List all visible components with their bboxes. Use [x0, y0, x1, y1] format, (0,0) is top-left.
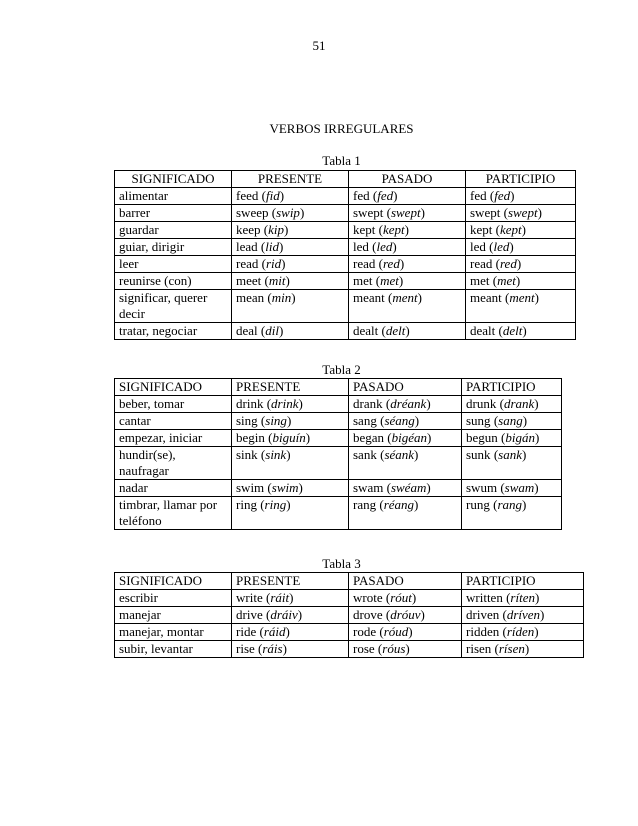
- verb-form: write: [236, 590, 263, 605]
- pronunciation: dríven: [506, 607, 541, 622]
- pronunciation: met: [497, 273, 516, 288]
- pronunciation: kept: [382, 222, 405, 237]
- present-cell: write (ráit): [232, 590, 349, 607]
- meaning-cell: significar, querer decir: [115, 290, 232, 323]
- past-cell: wrote (róut): [349, 590, 462, 607]
- pronunciation: ment: [392, 290, 418, 305]
- table-row: [115, 205, 576, 222]
- participle-cell: swum (swam): [462, 480, 562, 497]
- present-cell: drive (dráiv): [232, 607, 349, 624]
- meaning-cell: empezar, iniciar: [115, 430, 232, 447]
- meaning-cell: hundir(se), naufragar: [115, 447, 232, 480]
- verb-form: sang: [353, 413, 377, 428]
- verb-form: dealt: [353, 323, 379, 338]
- header-pasado: PASADO: [349, 573, 462, 590]
- header-significado: SIGNIFICADO: [115, 379, 232, 396]
- past-cell: drank (dréank): [349, 396, 462, 413]
- pronunciation: sing: [265, 413, 287, 428]
- present-cell: swim (swim): [232, 480, 349, 497]
- pronunciation: ráid: [263, 624, 286, 639]
- past-cell: fed (fed): [349, 188, 466, 205]
- present-cell: rise (ráis): [232, 641, 349, 658]
- verb-form: sweep: [236, 205, 269, 220]
- verb-form: swept: [470, 205, 501, 220]
- meaning-cell: timbrar, llamar por teléfono: [115, 497, 232, 530]
- pronunciation: drank: [503, 396, 535, 411]
- verbs-table-2: [114, 378, 562, 530]
- verb-form: ridden: [466, 624, 500, 639]
- present-cell: mean (min): [232, 290, 349, 323]
- present-cell: meet (mit): [232, 273, 349, 290]
- verb-form: lead: [236, 239, 258, 254]
- pronunciation: sink: [265, 447, 287, 462]
- meaning-cell: cantar: [115, 413, 232, 430]
- header-participio: PARTICIPIO: [462, 379, 562, 396]
- table-2-caption: Tabla 2: [322, 362, 361, 377]
- pronunciation: kept: [499, 222, 522, 237]
- document-title: VERBOS IRREGULARES: [269, 121, 414, 136]
- table-row: [115, 480, 562, 497]
- meaning-cell: beber, tomar: [115, 396, 232, 413]
- pronunciation: led: [493, 239, 510, 254]
- pronunciation: swéam: [390, 480, 427, 495]
- meaning-cell: barrer: [115, 205, 232, 222]
- pronunciation: red: [382, 256, 400, 271]
- pronunciation: ríten: [510, 590, 535, 605]
- pronunciation: biguín: [272, 430, 306, 445]
- participle-cell: written (ríten): [462, 590, 584, 607]
- present-cell: ride (ráid): [232, 624, 349, 641]
- verb-form: swim: [236, 480, 265, 495]
- meaning-cell: manejar, montar: [115, 624, 232, 641]
- past-cell: sank (séank): [349, 447, 462, 480]
- verb-form: swam: [353, 480, 384, 495]
- present-cell: sweep (swip): [232, 205, 349, 222]
- verb-form: swept: [353, 205, 384, 220]
- pronunciation: róud: [383, 624, 409, 639]
- verb-form: met: [470, 273, 490, 288]
- meaning-cell: subir, levantar: [115, 641, 232, 658]
- pronunciation: led: [376, 239, 393, 254]
- header-significado: SIGNIFICADO: [115, 573, 232, 590]
- present-cell: begin (biguín): [232, 430, 349, 447]
- past-cell: met (met): [349, 273, 466, 290]
- pronunciation: swept: [390, 205, 421, 220]
- verb-form: keep: [236, 222, 261, 237]
- verb-form: led: [470, 239, 486, 254]
- verb-form: ride: [236, 624, 257, 639]
- table-header-row: [115, 379, 562, 396]
- past-cell: rode (róud): [349, 624, 462, 641]
- pronunciation: dil: [265, 323, 279, 338]
- pronunciation: mit: [268, 273, 286, 288]
- past-cell: led (led): [349, 239, 466, 256]
- verb-form: read: [236, 256, 259, 271]
- pronunciation: séank: [384, 447, 415, 462]
- present-cell: keep (kip): [232, 222, 349, 239]
- table-row: [115, 396, 562, 413]
- present-cell: sink (sink): [232, 447, 349, 480]
- table-1-caption: Tabla 1: [322, 153, 361, 168]
- verb-form: drunk: [466, 396, 497, 411]
- pronunciation: rid: [265, 256, 282, 271]
- pronunciation: ráis: [262, 641, 283, 656]
- header-significado: SIGNIFICADO: [115, 171, 232, 188]
- pronunciation: drink: [271, 396, 299, 411]
- present-cell: sing (sing): [232, 413, 349, 430]
- past-cell: rang (réang): [349, 497, 462, 530]
- pronunciation: dréank: [390, 396, 427, 411]
- past-cell: kept (kept): [349, 222, 466, 239]
- verb-form: risen: [466, 641, 492, 656]
- meaning-cell: manejar: [115, 607, 232, 624]
- pronunciation: réang: [383, 497, 415, 512]
- meaning-cell: tratar, negociar: [115, 323, 232, 340]
- verb-form: met: [353, 273, 373, 288]
- participle-cell: risen (rísen): [462, 641, 584, 658]
- table-row: [115, 256, 576, 273]
- pronunciation: ráit: [270, 590, 290, 605]
- pronunciation: swim: [271, 480, 299, 495]
- pronunciation: dráiv: [270, 607, 298, 622]
- header-presente: PRESENTE: [232, 171, 349, 188]
- present-cell: feed (fid): [232, 188, 349, 205]
- verb-form: driven: [466, 607, 500, 622]
- verb-form: deal: [236, 323, 258, 338]
- pronunciation: met: [380, 273, 399, 288]
- pronunciation: bigéan: [391, 430, 428, 445]
- verb-form: feed: [236, 188, 259, 203]
- meaning-cell: escribir: [115, 590, 232, 607]
- pronunciation: sank: [498, 447, 522, 462]
- verb-form: fed: [353, 188, 370, 203]
- pronunciation: fid: [265, 188, 280, 203]
- meaning-cell: leer: [115, 256, 232, 273]
- meaning-cell: alimentar: [115, 188, 232, 205]
- verb-form: rise: [236, 641, 255, 656]
- past-cell: sang (séang): [349, 413, 462, 430]
- past-cell: drove (dróuv): [349, 607, 462, 624]
- verb-form: written: [466, 590, 503, 605]
- table-row: [115, 430, 562, 447]
- table-row: [115, 222, 576, 239]
- verb-form: sunk: [466, 447, 491, 462]
- verb-form: begin: [236, 430, 265, 445]
- pronunciation: rang: [497, 497, 522, 512]
- participle-cell: met (met): [466, 273, 576, 290]
- verb-form: ring: [236, 497, 257, 512]
- header-pasado: PASADO: [349, 171, 466, 188]
- participle-cell: drunk (drank): [462, 396, 562, 413]
- pronunciation: min: [271, 290, 292, 305]
- meaning-cell: nadar: [115, 480, 232, 497]
- present-cell: deal (dil): [232, 323, 349, 340]
- table-row: [115, 641, 584, 658]
- participle-cell: sunk (sank): [462, 447, 562, 480]
- table-header-row: [115, 171, 576, 188]
- pronunciation: séang: [384, 413, 415, 428]
- table-row: [115, 413, 562, 430]
- meaning-cell: guardar: [115, 222, 232, 239]
- verbs-table-1: [114, 170, 576, 340]
- participle-cell: kept (kept): [466, 222, 576, 239]
- pronunciation: fed: [494, 188, 511, 203]
- participle-cell: dealt (delt): [466, 323, 576, 340]
- participle-cell: ridden (ríden): [462, 624, 584, 641]
- header-presente: PRESENTE: [232, 573, 349, 590]
- participle-cell: fed (fed): [466, 188, 576, 205]
- present-cell: lead (lid): [232, 239, 349, 256]
- participle-cell: driven (dríven): [462, 607, 584, 624]
- verb-form: sung: [466, 413, 491, 428]
- header-participio: PARTICIPIO: [462, 573, 584, 590]
- pronunciation: fed: [377, 188, 394, 203]
- table-row: [115, 273, 576, 290]
- verb-form: swum: [466, 480, 498, 495]
- verb-form: rode: [353, 624, 377, 639]
- table-row: [115, 239, 576, 256]
- pronunciation: ring: [264, 497, 287, 512]
- pronunciation: róut: [390, 590, 412, 605]
- verb-form: drink: [236, 396, 264, 411]
- present-cell: read (rid): [232, 256, 349, 273]
- header-pasado: PASADO: [349, 379, 462, 396]
- table-row: [115, 447, 562, 480]
- table-row: [115, 290, 576, 323]
- pronunciation: delt: [385, 323, 406, 338]
- verbs-table-3: [114, 572, 584, 658]
- pronunciation: kip: [268, 222, 285, 237]
- page-number: 51: [312, 38, 326, 53]
- past-cell: swept (swept): [349, 205, 466, 222]
- header-presente: PRESENTE: [232, 379, 349, 396]
- verb-form: fed: [470, 188, 487, 203]
- past-cell: rose (róus): [349, 641, 462, 658]
- verb-form: drank: [353, 396, 383, 411]
- past-cell: read (red): [349, 256, 466, 273]
- pronunciation: swept: [507, 205, 538, 220]
- pronunciation: lid: [265, 239, 279, 254]
- verb-form: rung: [466, 497, 490, 512]
- participle-cell: read (red): [466, 256, 576, 273]
- verb-form: mean: [236, 290, 265, 305]
- pronunciation: swip: [276, 205, 300, 220]
- verb-form: dealt: [470, 323, 496, 338]
- pronunciation: swam: [504, 480, 535, 495]
- table-row: [115, 607, 584, 624]
- pronunciation: ment: [509, 290, 535, 305]
- participle-cell: led (led): [466, 239, 576, 256]
- verb-form: kept: [353, 222, 376, 237]
- past-cell: swam (swéam): [349, 480, 462, 497]
- pronunciation: red: [499, 256, 517, 271]
- pronunciation: delt: [502, 323, 523, 338]
- verb-form: led: [353, 239, 369, 254]
- table-row: [115, 590, 584, 607]
- verb-form: drove: [353, 607, 383, 622]
- past-cell: began (bigéan): [349, 430, 462, 447]
- verb-form: sing: [236, 413, 258, 428]
- pronunciation: róus: [382, 641, 406, 656]
- verb-form: kept: [470, 222, 493, 237]
- verb-form: begun: [466, 430, 498, 445]
- meaning-cell: guiar, dirigir: [115, 239, 232, 256]
- pronunciation: sang: [498, 413, 523, 428]
- pronunciation: dróuv: [390, 607, 421, 622]
- past-cell: meant (ment): [349, 290, 466, 323]
- participle-cell: begun (bigán): [462, 430, 562, 447]
- verb-form: wrote: [353, 590, 383, 605]
- verb-form: rang: [353, 497, 377, 512]
- table-header-row: [115, 573, 584, 590]
- participle-cell: sung (sang): [462, 413, 562, 430]
- participle-cell: swept (swept): [466, 205, 576, 222]
- verb-form: read: [353, 256, 376, 271]
- header-participio: PARTICIPIO: [466, 171, 576, 188]
- table-row: [115, 323, 576, 340]
- past-cell: dealt (delt): [349, 323, 466, 340]
- verb-form: drive: [236, 607, 263, 622]
- participle-cell: meant (ment): [466, 290, 576, 323]
- present-cell: ring (ring): [232, 497, 349, 530]
- verb-form: sank: [353, 447, 377, 462]
- meaning-cell: reunirse (con): [115, 273, 232, 290]
- verb-form: began: [353, 430, 385, 445]
- verb-form: meant: [470, 290, 502, 305]
- verb-form: sink: [236, 447, 258, 462]
- pronunciation: bigán: [505, 430, 535, 445]
- table-row: [115, 188, 576, 205]
- verb-form: rose: [353, 641, 375, 656]
- table-row: [115, 497, 562, 530]
- pronunciation: rísen: [498, 641, 525, 656]
- present-cell: drink (drink): [232, 396, 349, 413]
- pronunciation: ríden: [506, 624, 535, 639]
- verb-form: read: [470, 256, 493, 271]
- table-row: [115, 624, 584, 641]
- participle-cell: rung (rang): [462, 497, 562, 530]
- verb-form: meet: [236, 273, 262, 288]
- table-3-caption: Tabla 3: [322, 556, 361, 571]
- verb-form: meant: [353, 290, 385, 305]
